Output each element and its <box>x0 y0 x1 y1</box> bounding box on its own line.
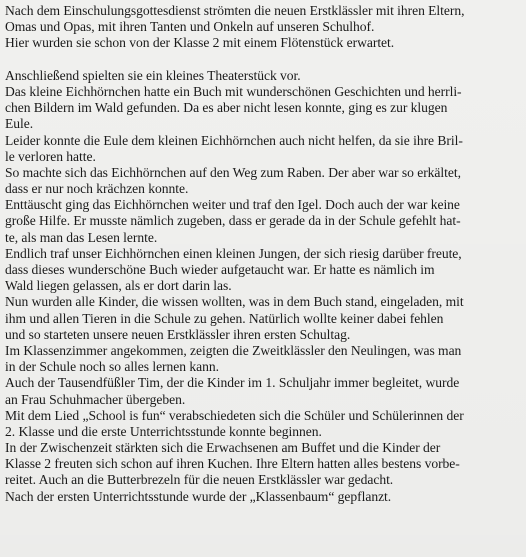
text-line: Nach dem Einschulungsgottesdienst strömten die neuen Erstklässler mit ihren Eltern, <box>5 3 465 18</box>
text-line: an Frau Schuhmacher übergeben. <box>5 391 186 407</box>
text-line: Das kleine Eichhörnchen hatte ein Buch mit wunderschönen Geschichten und herrli- <box>5 83 462 99</box>
text-line: dass dieses wunderschöne Buch wieder aufgetaucht war. Er hatte es nämlich im <box>5 262 435 277</box>
text-line: Im Klassenzimmer angekommen, zeigten die Zweitklässler den Neulingen, was man <box>5 342 462 358</box>
text-line: Enttäuscht ging das Eichhörnchen weiter und traf den Igel. Doch auch der war keine <box>5 197 460 213</box>
text-line: Endlich traf unser Eichhörnchen einen kleinen Jungen, der sich riesig darüber freute, <box>5 245 462 261</box>
text-line: Anschließend spielten sie ein kleines Theaterstück vor. <box>5 67 301 83</box>
document-text <box>5 3 523 505</box>
paragraph-gap <box>5 52 523 68</box>
text-line: reitet. Auch an die Butterbrezeln für die neuen Erstklässler war gedacht. <box>5 472 394 488</box>
text-line: Eule. <box>5 116 34 132</box>
text-line: So machte sich das Eichhörnchen auf den Weg zum Raben. Der aber war so erkältet, <box>5 164 461 180</box>
text-line: Omas und Opas, mit ihren Tanten und Onkeln auf unseren Schulhof. <box>5 19 375 35</box>
text-line: le verloren hatte. <box>5 148 96 164</box>
text-line: In der Zwischenzeit stärkten sich die Erwachsenen am Buffet und die Kinder der <box>5 440 441 456</box>
text-line: dass er nur noch krächzen konnte. <box>5 181 189 197</box>
text-line: Wald liegen gelassen, als er dort darin las. <box>5 278 232 294</box>
text-line: Hier wurden sie schon von der Klasse 2 mit einem Flötenstück erwartet. <box>5 35 395 51</box>
text-line: Leider konnte die Eule dem kleinen Eichhörnchen auch nicht helfen, da sie ihre Bril- <box>5 132 463 148</box>
text-line: Mit dem Lied „School is fun“ verabschiedeten sich die Schüler und Schülerinnen der <box>5 407 464 423</box>
text-line: ihm und allen Tieren in die Schule zu gehen. Natürlich wollte keiner dabei fehlen <box>5 310 444 326</box>
text-line: 2. Klasse und die erste Unterrichtsstunde konnte beginnen. <box>5 423 322 439</box>
text-line: te, als man das Lesen lernte. <box>5 229 158 245</box>
text-line: und so starteten unsere neuen Erstklässler ihren ersten Schultag. <box>5 326 351 342</box>
text-line: Auch der Tausendfüßler Tim, der die Kinder im 1. Schuljahr immer begleitet, wurde <box>5 375 460 391</box>
text-line: chen Bildern im Wald gefunden. Da es aber nicht lesen konnte, ging es zur klugen <box>5 100 448 116</box>
text-line: Nun wurden alle Kinder, die wissen wollten, was in dem Buch stand, eingeladen, mit <box>5 294 464 310</box>
text-line: in der Schule noch so alles lernen kann. <box>5 359 219 375</box>
text-line: Klasse 2 freuten sich schon auf ihren Kuchen. Ihre Eltern hatten alles bestens vorbe- <box>5 456 460 472</box>
text-line: große Hilfe. Er musste nämlich zugeben, dass er gerade da in der Schule gefehlt hat- <box>5 213 461 229</box>
text-line: Nach der ersten Unterrichtsstunde wurde der „Klassenbaum“ gepflanzt. <box>5 488 392 504</box>
